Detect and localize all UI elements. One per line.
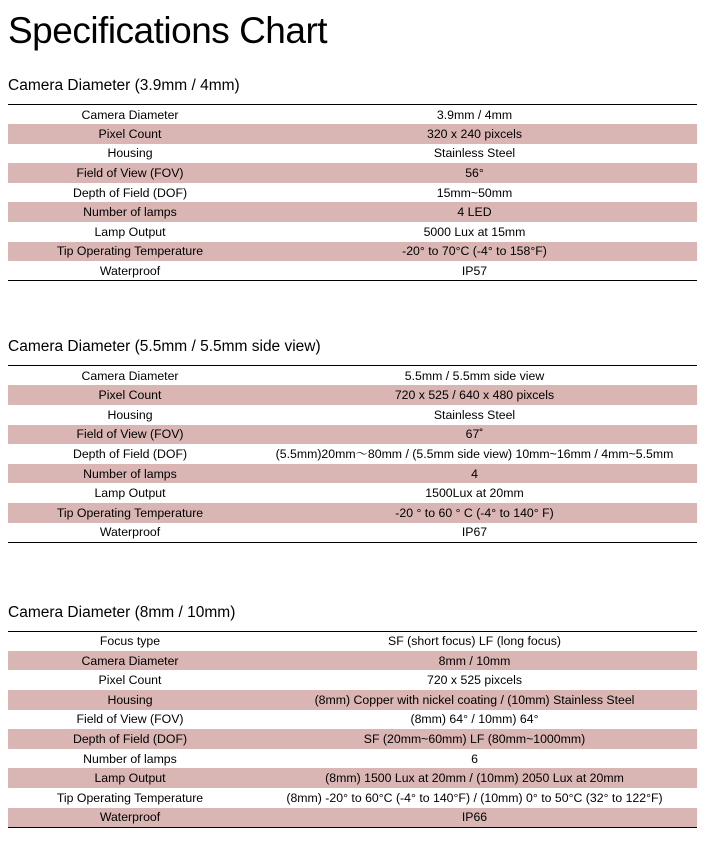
- table-row: [8, 710, 697, 730]
- section-camera-diameter-5-5mm: [0, 337, 705, 542]
- table-row: [8, 503, 697, 523]
- section-camera-diameter-8mm-10mm: [0, 603, 705, 828]
- table-row: [8, 124, 697, 144]
- section-spacer: [0, 281, 705, 315]
- table-row: [8, 242, 697, 262]
- row-label: Number of lamps: [8, 749, 252, 769]
- row-value: (8mm) -20° to 60°C (-4° to 140°F) / (10mm) 0° to 50°C (32° to 122°F): [252, 788, 697, 808]
- spec-table-3: [8, 631, 697, 828]
- row-value: 8mm / 10mm: [252, 651, 697, 671]
- row-label: Lamp Output: [8, 768, 252, 788]
- table-row: [8, 749, 697, 769]
- row-value: IP57: [252, 261, 697, 281]
- section-spacer: [0, 543, 705, 581]
- row-label: Focus type: [8, 631, 252, 651]
- row-value: IP66: [252, 808, 697, 828]
- row-label: Waterproof: [8, 261, 252, 281]
- row-label: Housing: [8, 405, 252, 425]
- row-value: 67˚: [252, 425, 697, 445]
- row-label: Depth of Field (DOF): [8, 444, 252, 464]
- section-camera-diameter-3-9mm-4mm: [0, 76, 705, 281]
- table-row: [8, 222, 697, 242]
- row-label: Waterproof: [8, 523, 252, 543]
- row-value: 5.5mm / 5.5mm side view: [252, 366, 697, 386]
- row-label: Pixel Count: [8, 670, 252, 690]
- table-row: [8, 523, 697, 543]
- row-label: Camera Diameter: [8, 366, 252, 386]
- row-value: 720 x 525 / 640 x 480 pixcels: [252, 385, 697, 405]
- table-row: [8, 261, 697, 281]
- row-label: Lamp Output: [8, 483, 252, 503]
- table-row: [8, 464, 697, 484]
- row-label: Field of View (FOV): [8, 425, 252, 445]
- table-row: [8, 385, 697, 405]
- section-heading: Camera Diameter (8mm / 10mm): [8, 603, 236, 621]
- row-value: (8mm) 1500 Lux at 20mm / (10mm) 2050 Lux at 20mm: [252, 768, 697, 788]
- row-value: 5000 Lux at 15mm: [252, 222, 697, 242]
- row-value: (8mm) Copper with nickel coating / (10mm) Stainless Steel: [252, 690, 697, 710]
- spec-table-2: [8, 365, 697, 542]
- row-value: 4: [252, 464, 697, 484]
- table-row: [8, 631, 697, 651]
- table-row: [8, 425, 697, 445]
- row-value: 15mm~50mm: [252, 183, 697, 203]
- table-row: [8, 405, 697, 425]
- row-label: Waterproof: [8, 808, 252, 828]
- row-label: Pixel Count: [8, 124, 252, 144]
- table-row: [8, 808, 697, 828]
- section-heading: Camera Diameter (3.9mm / 4mm): [8, 77, 240, 94]
- table-row: [8, 788, 697, 808]
- table-row: [8, 670, 697, 690]
- row-label: Housing: [8, 144, 252, 164]
- row-value: -20° to 70°C (-4° to 158°F): [252, 242, 697, 262]
- row-label: Lamp Output: [8, 222, 252, 242]
- row-value: 720 x 525 pixcels: [252, 670, 697, 690]
- row-label: Pixel Count: [8, 385, 252, 405]
- row-label: Tip Operating Temperature: [8, 503, 252, 523]
- row-value: SF (20mm~60mm) LF (80mm~1000mm): [252, 729, 697, 749]
- page-title: Specifications Chart: [8, 10, 328, 51]
- row-value: 1500Lux at 20mm: [252, 483, 697, 503]
- table-row: [8, 105, 697, 125]
- row-label: Housing: [8, 690, 252, 710]
- row-value: 3.9mm / 4mm: [252, 105, 697, 125]
- table-row: [8, 444, 697, 464]
- row-value: 4 LED: [252, 202, 697, 222]
- row-label: Number of lamps: [8, 202, 252, 222]
- row-label: Camera Diameter: [8, 651, 252, 671]
- row-value: SF (short focus) LF (long focus): [252, 631, 697, 651]
- row-label: Camera Diameter: [8, 105, 252, 125]
- table-row: [8, 690, 697, 710]
- table-row: [8, 483, 697, 503]
- row-value: -20 ° to 60 ° C (-4° to 140° F): [252, 503, 697, 523]
- table-row: [8, 768, 697, 788]
- row-label: Tip Operating Temperature: [8, 242, 252, 262]
- row-value: 56°: [252, 163, 697, 183]
- row-value: Stainless Steel: [252, 405, 697, 425]
- row-label: Depth of Field (DOF): [8, 183, 252, 203]
- specifications-page: [0, 8, 705, 856]
- row-value: (5.5mm)20mm～80mm / (5.5mm side view) 10mm~16mm / 4mm~5.5mm: [252, 444, 697, 464]
- row-value: 320 x 240 pixcels: [252, 124, 697, 144]
- table-row: [8, 183, 697, 203]
- table-row: [8, 651, 697, 671]
- row-label: Tip Operating Temperature: [8, 788, 252, 808]
- row-label: Field of View (FOV): [8, 163, 252, 183]
- row-value: Stainless Steel: [252, 144, 697, 164]
- spec-table-1: [8, 104, 697, 281]
- row-label: Depth of Field (DOF): [8, 729, 252, 749]
- row-value: (8mm) 64° / 10mm) 64°: [252, 710, 697, 730]
- section-heading: Camera Diameter (5.5mm / 5.5mm side view): [8, 338, 321, 356]
- table-row: [8, 163, 697, 183]
- table-row: [8, 366, 697, 386]
- table-row: [8, 729, 697, 749]
- row-label: Field of View (FOV): [8, 710, 252, 730]
- row-label: Number of lamps: [8, 464, 252, 484]
- row-value: 6: [252, 749, 697, 769]
- table-row: [8, 202, 697, 222]
- table-row: [8, 144, 697, 164]
- row-value: IP67: [252, 523, 697, 543]
